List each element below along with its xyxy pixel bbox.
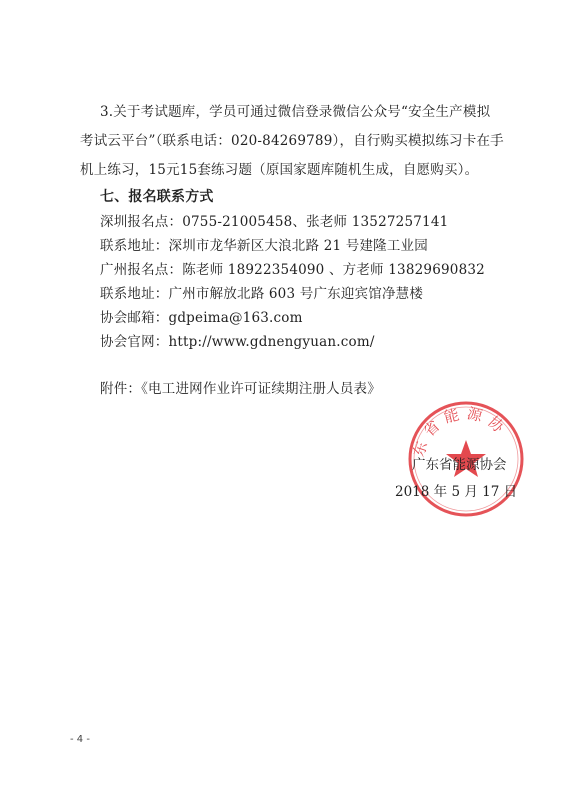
section-heading: 七、报名联系方式 bbox=[100, 189, 214, 205]
svg-text:东省能源协: 东省能源协 bbox=[409, 404, 512, 460]
association-email: 协会邮箱：gdpeima@163.com bbox=[100, 310, 303, 326]
page-number: - 4 - bbox=[70, 734, 90, 745]
signature-date: 2018 年 5 月 17 日 bbox=[395, 484, 518, 500]
attachment-note: 附件：《电工进网作业许可证续期注册人员表》 bbox=[100, 381, 381, 397]
paragraph-line-1: 3.关于考试题库，学员可通过微信登录微信公众号“安全生产模拟 bbox=[100, 104, 491, 120]
shenzhen-registration: 深圳报名点：0755-21005458、张老师 13527257141 bbox=[100, 214, 449, 230]
signature-organization: 广东省能源协会 bbox=[412, 457, 507, 473]
shenzhen-address: 联系地址：深圳市龙华新区大浪北路 21 号建隆工业园 bbox=[100, 238, 428, 254]
paragraph-line-3: 机上练习，15元15套练习题（原国家题库随机生成，自愿购买）。 bbox=[80, 162, 479, 178]
guangzhou-address: 联系地址：广州市解放北路 603 号广东迎宾馆净慧楼 bbox=[100, 286, 424, 302]
paragraph-line-2: 考试云平台”（联系电话：020-84269789），自行购买模拟练习卡在手 bbox=[80, 133, 504, 149]
guangzhou-registration: 广州报名点：陈老师 18922354090 、方老师 13829690832 bbox=[100, 262, 485, 278]
association-website: 协会官网：http://www.gdnengyuan.com/ bbox=[100, 334, 375, 350]
